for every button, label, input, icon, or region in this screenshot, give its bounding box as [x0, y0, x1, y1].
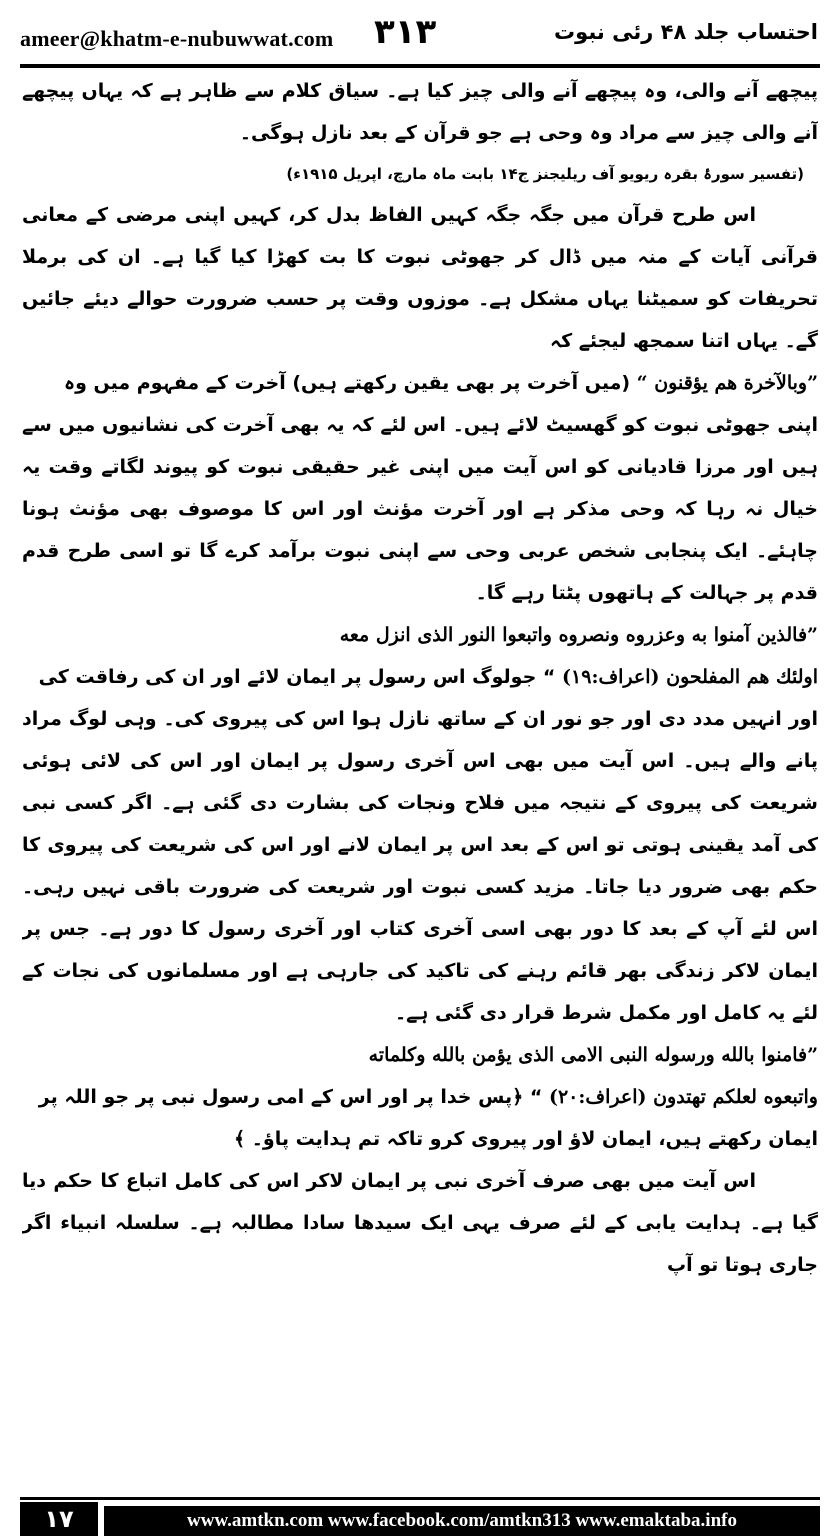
paragraph: اس آیت میں بھی صرف آخری نبی پر ایمان لاکر اس کی کامل اتباع کا حکم دیا گیا ہے۔ ہدایت یابی کے لئے صرف یہی ایک سیدھا سادا مطالبہ ہے۔ سلسلہ انبیاء اگر جاری ہوتا تو آپ: [22, 1170, 818, 1276]
footer-rule: [20, 1497, 820, 1500]
footer-links: www.amtkn.com www.facebook.com/amtkn313 www.emaktaba.info: [104, 1506, 820, 1536]
urdu-translation: “ ﴿پس خدا پر اور اس کے امی رسول نبی پر جو اللہ پر: [38, 1086, 543, 1108]
paragraph: ایمان رکھتے ہیں، ایمان لاؤ اور پیروی کرو تاکہ تم ہدایت پاؤ۔ ﴾: [234, 1128, 818, 1150]
quote-line: [22, 656, 818, 698]
arabic-quote: واتبعوه لعلكم تهتدون (اعراف:۲۰): [548, 1086, 818, 1108]
paragraph: اس طرح قرآن میں جگہ جگہ کہیں الفاظ بدل کر، کہیں اپنی مرضی کے معانی قرآنی آیات کے منہ میں ڈال کر جھوٹی نبوت کا بت کھڑا کیا گیا ہے۔ ان کی برملا تحریفات کو سمیٹنا یہاں مشکل ہے۔ موزوں وقت پر حسب ضرورت حوالے دیئے جائیں گے۔ یہاں اتنا سمجھ لیجئے کہ: [22, 204, 818, 352]
arabic-verse: ”فامنوا بالله ورسوله النبى الامى الذى يؤمن بالله وكلماته: [368, 1044, 818, 1066]
page-number: ۳۱۳: [374, 12, 437, 52]
arabic-quote: ”وبالآخرة هم يؤقنون “: [636, 372, 818, 394]
urdu-translation: “ جولوگ اس رسول پر ایمان لائے اور ان کی رفاقت کی: [38, 666, 556, 688]
urdu-translation: (میں آخرت پر بھی یقین رکھتے ہیں) آخرت کے مفہوم میں وہ: [63, 372, 631, 394]
header-rule: [20, 64, 820, 68]
page-body: [22, 70, 818, 1478]
running-title: احتساب جلد ۴۸ رئی نبوت: [554, 20, 818, 44]
quote-line: [22, 362, 818, 404]
paragraph: اور انہیں مدد دی اور جو نور ان کے ساتھ نازل ہوا اس کی پیروی کی۔ وہی لوگ مراد پانے والے ہیں۔ اس آیت میں بھی اس آخری رسول پر ایمان اور اس کی لائی ہوئی شریعت کی پیروی کے نتیجہ میں فلاح ونجات کی بشارت دی گئی ہے۔ اگر کسی نبی کی آمد یقینی ہوتی تو اس کے بعد اس پر ایمان لانے اور اس کی شریعت کی پیروی کا حکم بھی ضرور دیا جاتا۔ مزید کسی نبوت اور شریعت کی ضرورت باقی نہیں رہی۔ اس لئے آپ کے بعد کا دور بھی اسی آخری کتاب اور آخری رسول کا دور ہے۔ جس پر ایمان لاکر زندگی بھر قائم رہنے کی تاکید کی جارہی ہے اور مسلمانوں کی نجات کے لئے یہ کامل اور مکمل شرط قرار دی گئی ہے۔: [22, 708, 818, 1024]
folio-number: ۱۷: [20, 1502, 98, 1536]
paragraph: اپنی جھوٹی نبوت کو گھسیٹ لائے ہیں۔ اس لئے کہ یہ بھی آخرت کی نشانیوں میں سے ہیں اور مرزا قادیانی کو اس آیت میں اپنی غیر حقیقی نبوت کو پیوند لگاتے وقت یہ خیال نہ رہا کہ وحی مذکر ہے اور آخرت مؤنث اور اس کا موصوف بھی مؤنث ہونا چاہئے۔ ایک پنجابی شخص عربی وحی سے اپنی نبوت برآمد کرے گا تو اسی طرح قدم قدم پر جہالت کے ہاتھوں پٹتا رہے گا۔: [22, 414, 818, 604]
arabic-verse: ”فالذين آمنوا به وعزروه ونصروه واتبعوا النور الذى انزل معه: [339, 624, 818, 646]
quote-line: [22, 1076, 818, 1118]
header-email: ameer@khatm-e-nubuwwat.com: [20, 26, 334, 51]
reference-citation: (تفسیر سورۂ بقرہ ریویو آف ریلیجنز ج۱۴ بابت ماہ مارچ، اپریل ۱۹۱۵ء): [286, 165, 804, 183]
arabic-quote: اولئك هم المفلحون (اعراف:۱۹): [562, 666, 818, 688]
paragraph: پیچھے آنے والی، وہ پیچھے آنے والی چیز کیا ہے۔ سیاق کلام سے ظاہر ہے کہ یہاں پیچھے آنے والی چیز سے مراد وہ وحی ہے جو قرآن کے بعد نازل ہوگی۔: [22, 80, 818, 144]
page-header: [0, 0, 840, 62]
